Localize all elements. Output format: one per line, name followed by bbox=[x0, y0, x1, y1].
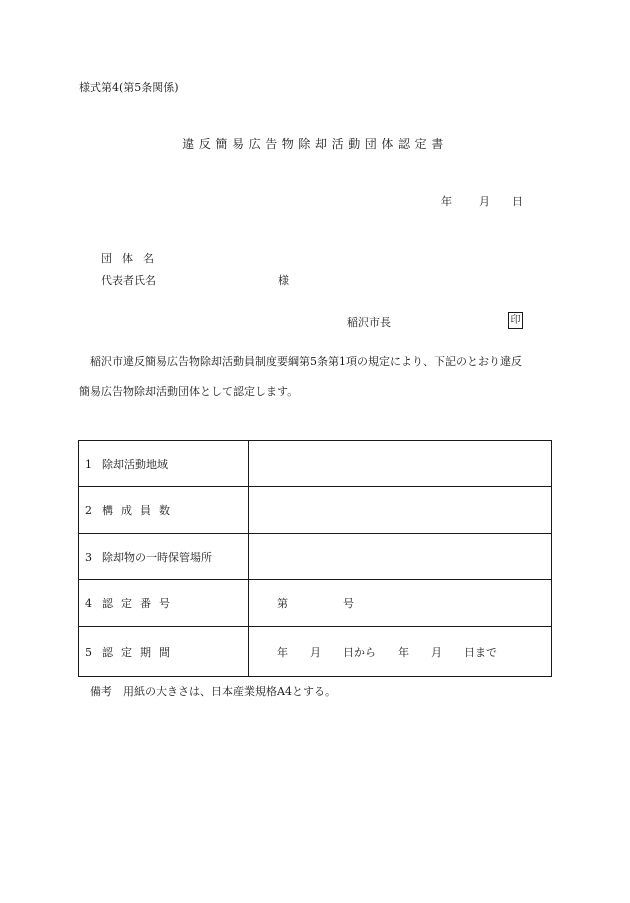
row-label-text: 除却物の一時保管場所 bbox=[102, 550, 212, 564]
row-label bbox=[79, 580, 249, 627]
issuer-name: 稲沢市長 bbox=[347, 316, 391, 329]
period-year-end: 年 bbox=[398, 645, 409, 659]
period-month-end: 月 bbox=[431, 645, 442, 659]
representative-label: 代表者氏名 bbox=[101, 274, 156, 287]
period-year-start: 年 bbox=[277, 645, 288, 659]
period-day-end: 日まで bbox=[464, 645, 497, 659]
number-suffix: 号 bbox=[343, 597, 354, 610]
honorific: 様 bbox=[278, 274, 289, 287]
date-day: 日 bbox=[512, 195, 523, 208]
row-number: 5 bbox=[85, 645, 92, 659]
table-row bbox=[79, 534, 552, 580]
row-value bbox=[249, 441, 552, 487]
table-row bbox=[79, 627, 552, 677]
table-row bbox=[79, 441, 552, 487]
date-year: 年 bbox=[441, 195, 452, 208]
certificate-table bbox=[78, 440, 552, 677]
certificate-number bbox=[249, 580, 552, 627]
organization-label: 団体名 bbox=[101, 252, 164, 265]
row-value bbox=[249, 487, 552, 534]
body-text-line1: 稲沢市違反簡易広告物除却活動員制度要綱第5条第1項の規定により、下記のとおり違反 bbox=[90, 355, 522, 368]
seal-box: 印 bbox=[508, 312, 523, 329]
row-number: 4 bbox=[85, 597, 92, 610]
period-month-start: 月 bbox=[310, 645, 321, 659]
document-title: 違反簡易広告物除却活動団体認定書 bbox=[182, 137, 448, 151]
body-text-line2: 簡易広告物除却活動団体として認定します。 bbox=[79, 385, 299, 398]
footnote: 備考 用紙の大きさは、日本産業規格A4とする。 bbox=[90, 685, 336, 698]
period-day-start: 日から bbox=[343, 645, 376, 659]
row-label-text: 認定期間 bbox=[102, 645, 178, 659]
date-month: 月 bbox=[479, 195, 490, 208]
table-row bbox=[79, 487, 552, 534]
table-row bbox=[79, 580, 552, 627]
row-number: 2 bbox=[85, 504, 92, 517]
certification-period bbox=[249, 627, 552, 677]
row-label bbox=[79, 441, 249, 487]
row-label-text: 認定番号 bbox=[102, 597, 178, 610]
row-label bbox=[79, 534, 249, 580]
row-value bbox=[249, 534, 552, 580]
row-label-text: 除却活動地域 bbox=[102, 457, 168, 471]
row-number: 1 bbox=[85, 457, 92, 471]
row-label bbox=[79, 487, 249, 534]
row-number: 3 bbox=[85, 550, 92, 564]
row-label-text: 構成員数 bbox=[102, 504, 178, 517]
row-label bbox=[79, 627, 249, 677]
number-prefix: 第 bbox=[277, 597, 288, 610]
form-number: 様式第4(第5条関係) bbox=[79, 81, 179, 94]
